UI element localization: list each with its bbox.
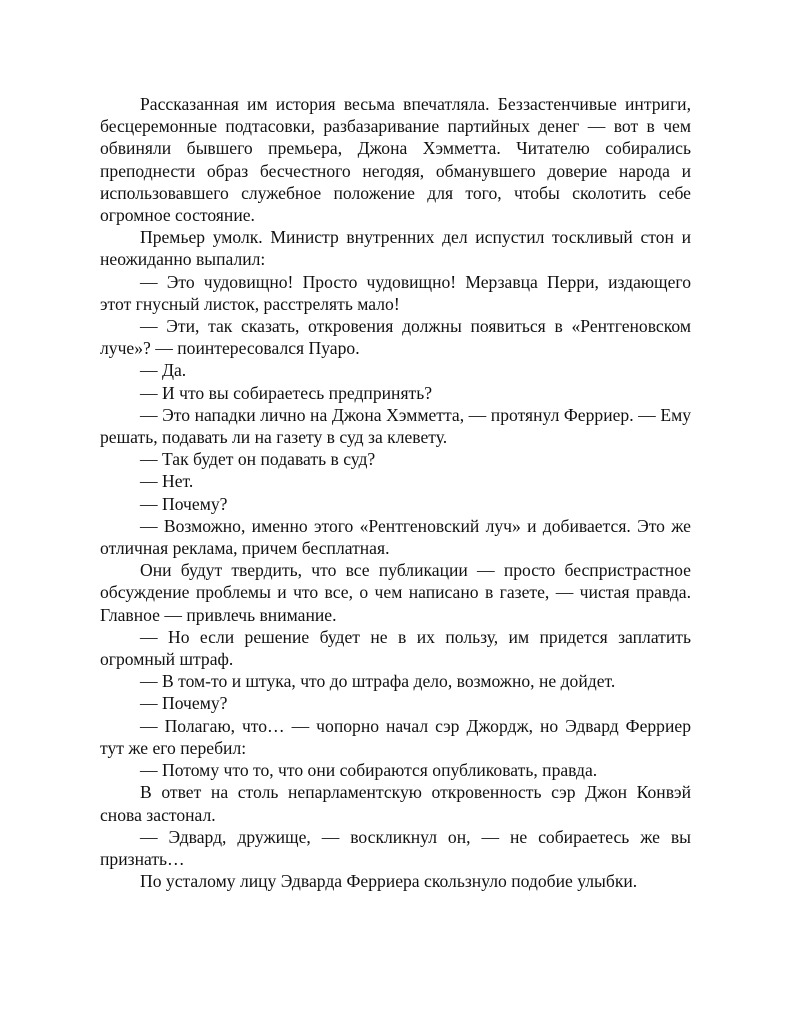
document-page — [100, 93, 691, 892]
paragraph: Они будут твердить, что все публикации — просто беспристрастное обсуждение проблемы и что все, о чем написано в газете, — чистая правда. Главное — привлечь внимание. — [100, 560, 691, 625]
paragraph: В ответ на столь непарламентскую откровенность сэр Джон Конвэй снова застонал. — [100, 782, 691, 825]
paragraph: — Но если решение будет не в их пользу, им придется заплатить огромный штраф. — [100, 626, 691, 670]
paragraph: — Потому что то, что они собираются опубликовать, правда. — [140, 760, 598, 781]
paragraph: — Так будет он подавать в суд? — [140, 449, 376, 470]
paragraph: — Возможно, именно этого «Рентгеновский луч» и добивается. Это же отличная реклама, причем бесплатная. — [100, 515, 691, 559]
paragraph: Премьер умолк. Министр внутренних дел испустил тоскливый стон и неожиданно выпалил: — [100, 227, 691, 270]
paragraph: — В том-то и штука, что до штрафа дело, возможно, не дойдет. — [140, 671, 616, 692]
paragraph: — Эдвард, дружище, — воскликнул он, — не собираетесь же вы признать… — [100, 826, 691, 869]
paragraph: По усталому лицу Эдварда Ферриера скользнуло подобие улыбки. — [140, 871, 638, 892]
paragraph: — Почему? — [140, 693, 228, 714]
paragraph: — Почему? — [140, 493, 228, 514]
paragraph: — Нет. — [140, 471, 194, 492]
paragraph: — Это чудовищно! Просто чудовищно! Мерзавца Перри, издающего этот гнусный листок, расстрелять мало! — [100, 271, 691, 314]
paragraph: — Да. — [140, 360, 187, 381]
paragraph: — Полагаю, что… — чопорно начал сэр Джордж, но Эдвард Ферриер тут же его перебил: — [100, 715, 691, 758]
paragraph: — Это нападки лично на Джона Хэмметта, — протянул Ферриер. — Ему решать, подавать ли на газету в суд за клевету. — [100, 404, 691, 448]
paragraph: — Эти, так сказать, откровения должны появиться в «Рентгеновском луче»? — поинтересовался Пуаро. — [100, 316, 691, 359]
paragraph: Рассказанная им история весьма впечатляла. Беззастенчивые интриги, бесцеремонные подтасовки, разбазаривание партийных денег — вот в чем обвиняли бывшего премьера, Джона Хэмметта. Читателю собирались преподнести образ бесчестного негодяя, обманувшего доверие народа и использовавшего служебное положение для того, чтобы сколотить себе огромное состояние. — [100, 94, 691, 226]
paragraph: — И что вы собираетесь предпринять? — [140, 382, 433, 403]
